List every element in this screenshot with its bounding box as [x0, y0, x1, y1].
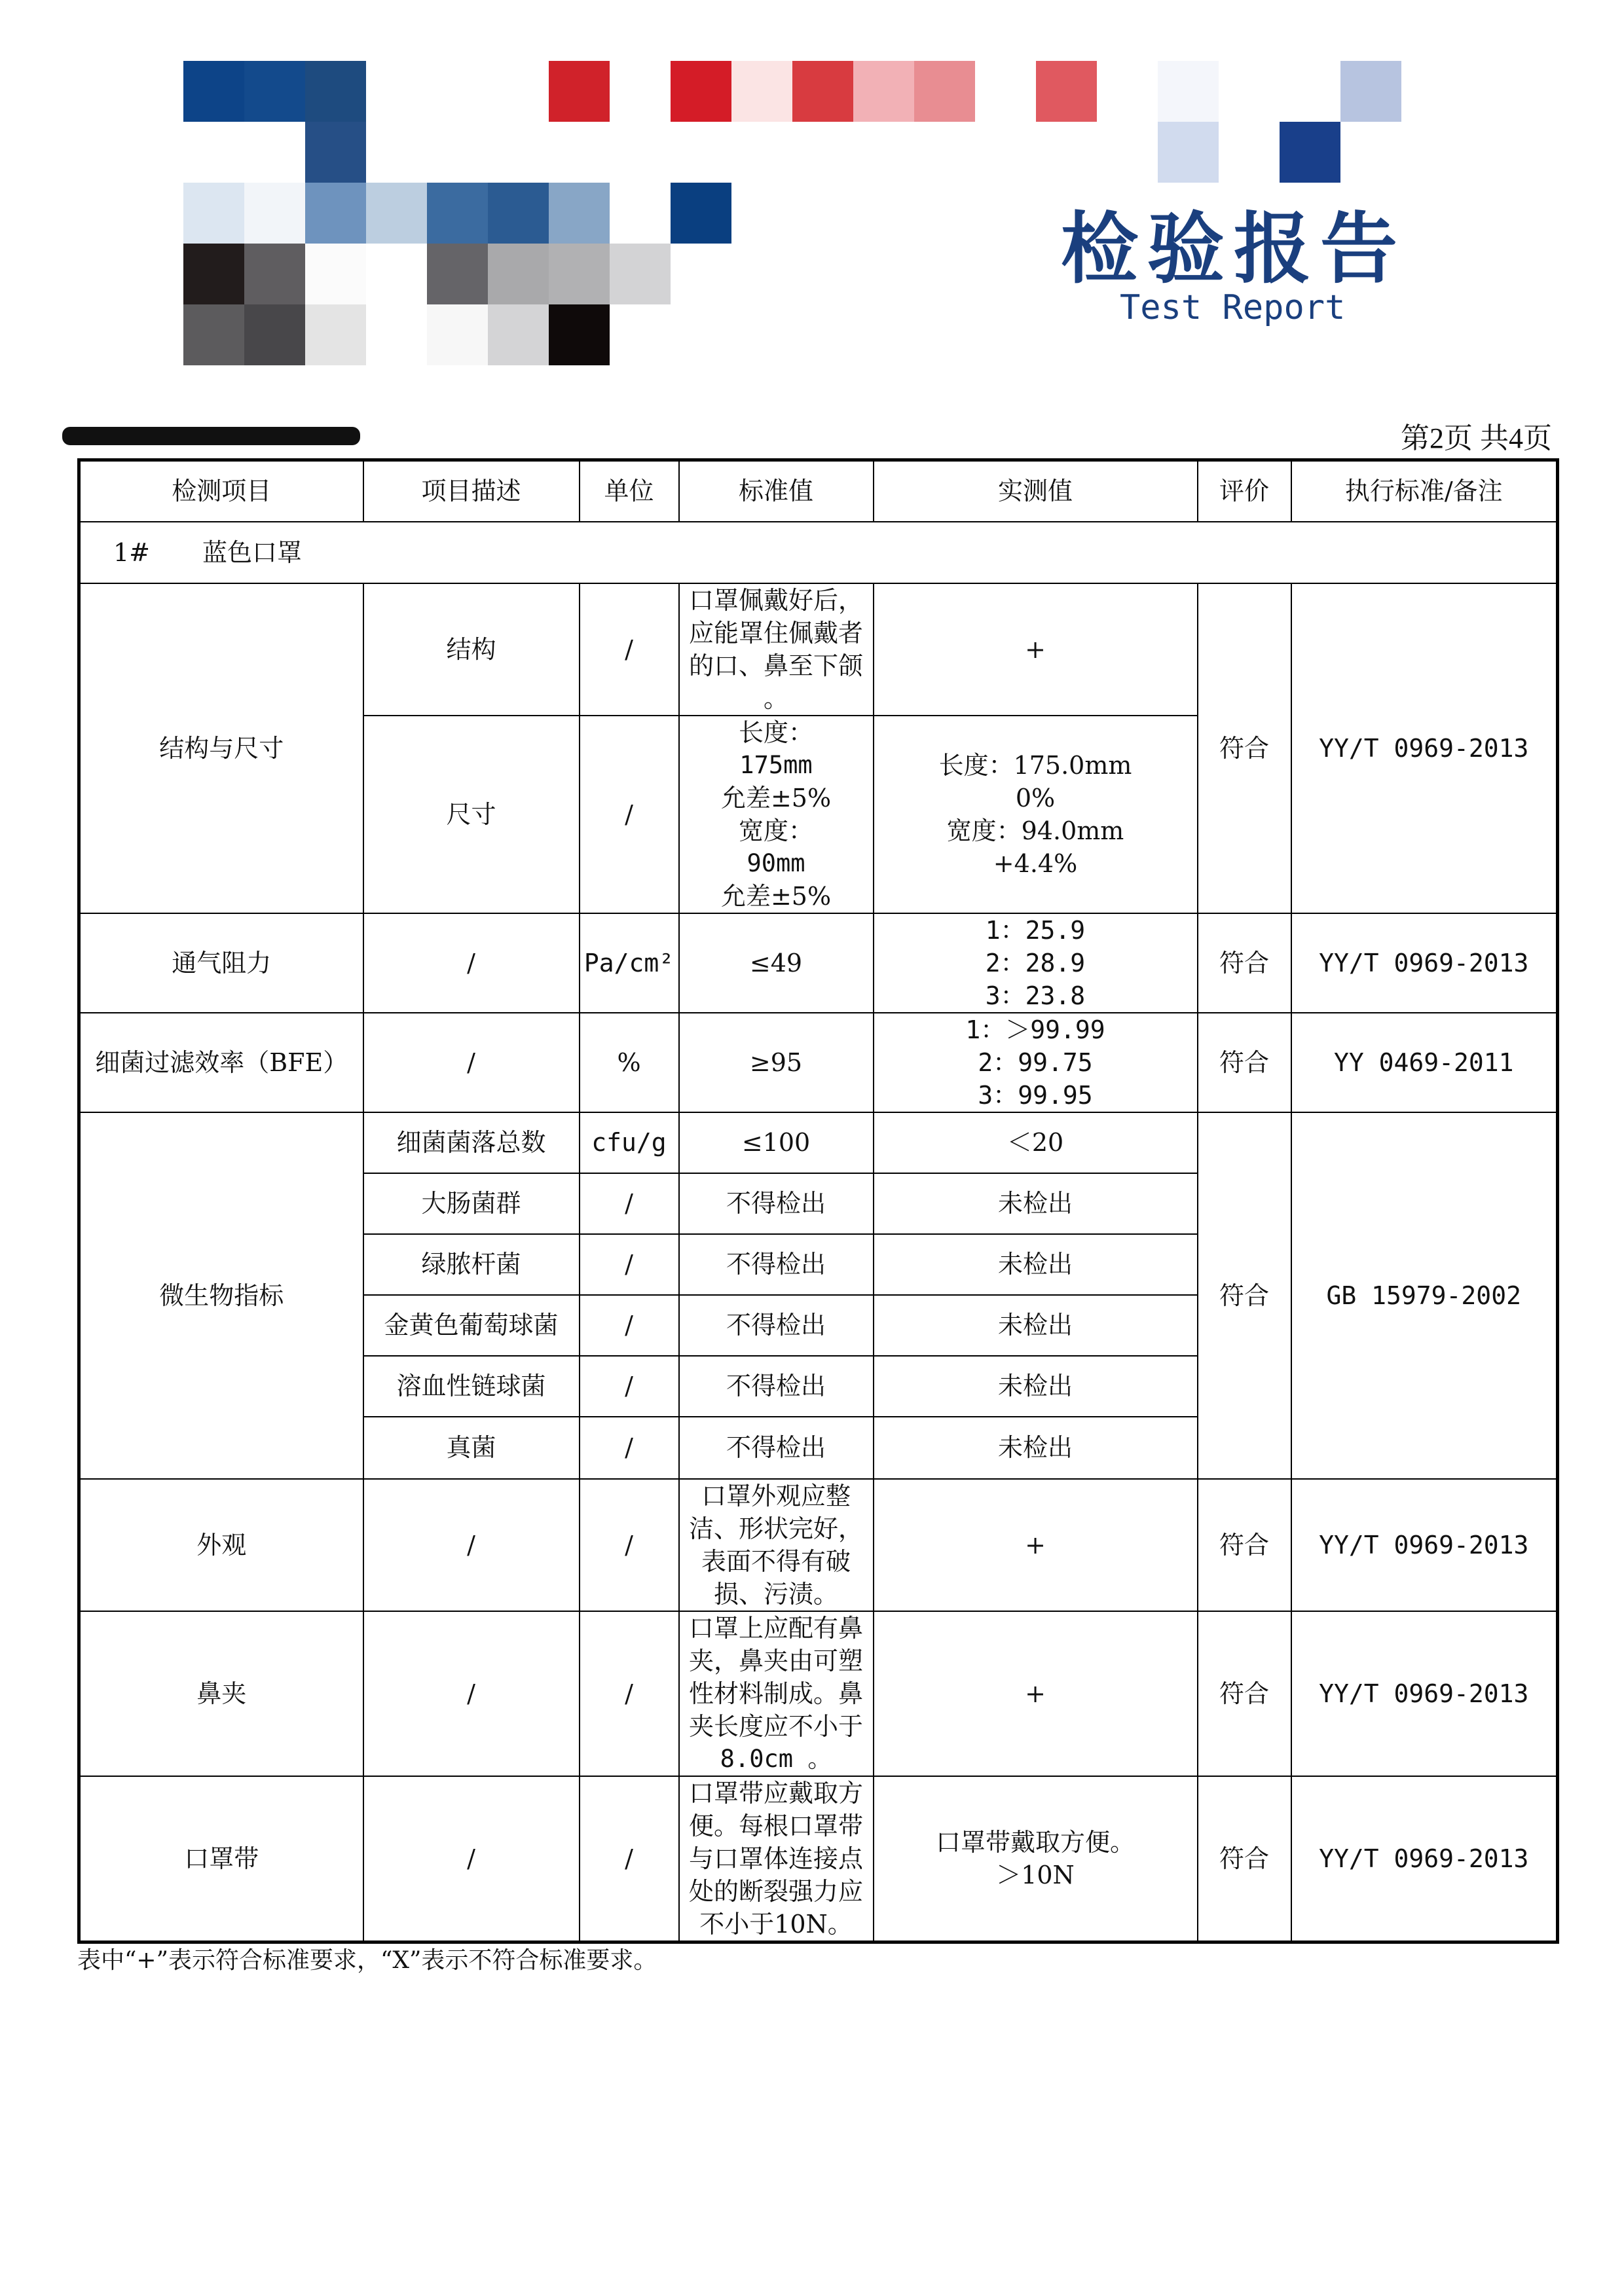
standard-size	[679, 716, 874, 913]
evaluation-appearance: 符合	[1198, 1479, 1291, 1611]
text-line: 性材料制成。鼻	[688, 1679, 863, 1708]
desc-micro: 真菌	[363, 1417, 580, 1479]
text-line: +4.4%	[993, 848, 1078, 878]
measured-micro: 未检出	[874, 1234, 1198, 1295]
measured-structure: +	[874, 583, 1198, 716]
desc-size: 尺寸	[363, 716, 580, 913]
text-line: 的口、鼻至下颌	[688, 651, 863, 680]
measured-micro: 未检出	[874, 1295, 1198, 1356]
header-test-item: 检测项目	[79, 460, 363, 522]
unit-cell: /	[580, 1776, 679, 1942]
measured-nose-clip: +	[874, 1611, 1198, 1776]
table-row	[79, 1611, 1558, 1776]
desc-structure: 结构	[363, 583, 580, 716]
text-line: 口罩外观应整	[701, 1481, 851, 1510]
text-line: 应能罩住佩戴者	[688, 618, 863, 647]
text-line: 处的断裂强力应	[688, 1876, 863, 1906]
reference-structure: YY/T 0969-2013	[1291, 583, 1558, 913]
text-line: 口罩上应配有鼻	[688, 1613, 863, 1643]
standard-micro: ≤100	[679, 1112, 874, 1173]
standard-micro: 不得检出	[679, 1417, 874, 1479]
unit-micro: /	[580, 1234, 679, 1295]
text-line: 允差±5%	[720, 881, 832, 911]
sample-name: 蓝色口罩	[202, 538, 303, 567]
standard-micro: 不得检出	[679, 1295, 874, 1356]
text-line: 洁、形状完好，	[688, 1514, 863, 1543]
standard-nose-clip	[679, 1611, 874, 1776]
text-line: 3：23.8	[985, 981, 1086, 1010]
desc-cell: /	[363, 913, 580, 1013]
measured-appearance: +	[874, 1479, 1198, 1611]
unit-micro: /	[580, 1173, 679, 1234]
sample-label	[79, 522, 1558, 583]
table-row	[79, 1013, 1558, 1112]
standard-micro: 不得检出	[679, 1234, 874, 1295]
item-nose-clip: 鼻夹	[79, 1611, 363, 1776]
table-row	[79, 583, 1558, 716]
evaluation-bfe: 符合	[1198, 1013, 1291, 1112]
standard-airflow: ≤49	[679, 913, 874, 1013]
text-line: 1：25.9	[985, 915, 1086, 945]
text-line: 2：99.75	[978, 1048, 1093, 1077]
item-microbial: 微生物指标	[79, 1112, 363, 1479]
unit-micro: cfu/g	[580, 1112, 679, 1173]
sample-row	[79, 522, 1558, 583]
unit-micro: /	[580, 1417, 679, 1479]
measured-micro: 未检出	[874, 1173, 1198, 1234]
text-line: 宽度：94.0mm	[946, 816, 1124, 845]
text-line: 2：28.9	[985, 948, 1086, 977]
pixelated-logo	[0, 0, 1624, 393]
reference-nose-clip: YY/T 0969-2013	[1291, 1611, 1558, 1776]
desc-cell: /	[363, 1776, 580, 1942]
text-line: 夹长度应不小于	[688, 1711, 863, 1741]
header-measured-value: 实测值	[874, 460, 1198, 522]
text-line: 允差±5%	[720, 783, 832, 812]
evaluation-nose-clip: 符合	[1198, 1611, 1291, 1776]
reference-bfe: YY 0469-2011	[1291, 1013, 1558, 1112]
redacted-report-number	[62, 427, 360, 445]
text-line: 口罩带戴取方便。	[935, 1827, 1135, 1857]
text-line: 1：＞99.99	[965, 1015, 1105, 1044]
measured-micro: 未检出	[874, 1356, 1198, 1417]
desc-cell: /	[363, 1013, 580, 1112]
text-line: 与口罩体连接点	[688, 1844, 863, 1873]
header-description: 项目描述	[363, 460, 580, 522]
unit-micro: /	[580, 1295, 679, 1356]
table-row	[79, 913, 1558, 1013]
text-line: 口罩带应戴取方	[688, 1778, 863, 1808]
footnote: 表中“+”表示符合标准要求，“X”表示不符合标准要求。	[77, 1947, 657, 1974]
table-header-row	[79, 460, 1558, 522]
item-airflow: 通气阻力	[79, 913, 363, 1013]
desc-micro: 细菌菌落总数	[363, 1112, 580, 1173]
header-reference: 执行标准/备注	[1291, 460, 1558, 522]
standard-micro: 不得检出	[679, 1356, 874, 1417]
measured-strap	[874, 1776, 1198, 1942]
measured-bfe	[874, 1013, 1198, 1112]
header-standard-value: 标准值	[679, 460, 874, 522]
unit-cell: /	[580, 716, 679, 913]
text-line: ＞10N	[996, 1860, 1075, 1889]
evaluation-structure: 符合	[1198, 583, 1291, 913]
report-title-english: Test Report	[1120, 288, 1346, 327]
measured-size	[874, 716, 1198, 913]
unit-cell: /	[580, 1611, 679, 1776]
item-bfe: 细菌过滤效率（BFE）	[79, 1013, 363, 1112]
unit-bfe: %	[580, 1013, 679, 1112]
standard-bfe: ≥95	[679, 1013, 874, 1112]
evaluation-airflow: 符合	[1198, 913, 1291, 1013]
desc-micro: 大肠菌群	[363, 1173, 580, 1234]
report-title: 检验报告	[1061, 204, 1407, 294]
unit-cell: /	[580, 1479, 679, 1611]
reference-strap: YY/T 0969-2013	[1291, 1776, 1558, 1942]
unit-cell: /	[580, 583, 679, 716]
measured-micro: ＜20	[874, 1112, 1198, 1173]
evaluation-strap: 符合	[1198, 1776, 1291, 1942]
standard-appearance	[679, 1479, 874, 1611]
evaluation-micro: 符合	[1198, 1112, 1291, 1479]
desc-micro: 绿脓杆菌	[363, 1234, 580, 1295]
standard-structure	[679, 583, 874, 716]
table-row	[79, 1776, 1558, 1942]
text-line: 不小于10N。	[699, 1909, 853, 1939]
text-line: 0%	[1015, 783, 1056, 812]
text-line: 175mm	[739, 750, 813, 779]
text-line: 夹，鼻夹由可塑	[688, 1646, 863, 1675]
reference-micro: GB 15979-2002	[1291, 1112, 1558, 1479]
text-line: 表面不得有破	[701, 1546, 851, 1576]
table-row	[79, 1112, 1558, 1173]
text-line: 便。每根口罩带	[688, 1811, 863, 1840]
page-indicator: 第2页 共4页	[1401, 422, 1552, 454]
reference-appearance: YY/T 0969-2013	[1291, 1479, 1558, 1611]
item-structure-size: 结构与尺寸	[79, 583, 363, 913]
desc-cell: /	[363, 1479, 580, 1611]
text-line: 90mm	[747, 848, 805, 877]
text-line: 长度：175.0mm	[938, 750, 1132, 780]
text-line: 宽度：	[738, 816, 813, 845]
text-line: 8.0cm 。	[720, 1744, 832, 1773]
measured-airflow	[874, 913, 1198, 1013]
standard-micro: 不得检出	[679, 1173, 874, 1234]
desc-cell: /	[363, 1611, 580, 1776]
text-line: 口罩佩戴好后，	[688, 585, 863, 615]
table-row	[79, 1479, 1558, 1611]
text-line: 。	[763, 683, 788, 713]
text-line: 长度：	[738, 718, 813, 747]
item-strap: 口罩带	[79, 1776, 363, 1942]
test-results-table	[77, 458, 1559, 1944]
unit-micro: /	[580, 1356, 679, 1417]
text-line: 3：99.95	[978, 1080, 1093, 1110]
measured-micro: 未检出	[874, 1417, 1198, 1479]
reference-airflow: YY/T 0969-2013	[1291, 913, 1558, 1013]
header-unit: 单位	[580, 460, 679, 522]
sample-number: 1#	[113, 538, 151, 567]
item-appearance: 外观	[79, 1479, 363, 1611]
header-evaluation: 评价	[1198, 460, 1291, 522]
unit-airflow: Pa/cm²	[580, 913, 679, 1013]
standard-strap	[679, 1776, 874, 1942]
text-line: 损、污渍。	[713, 1579, 838, 1609]
desc-micro: 溶血性链球菌	[363, 1356, 580, 1417]
desc-micro: 金黄色葡萄球菌	[363, 1295, 580, 1356]
